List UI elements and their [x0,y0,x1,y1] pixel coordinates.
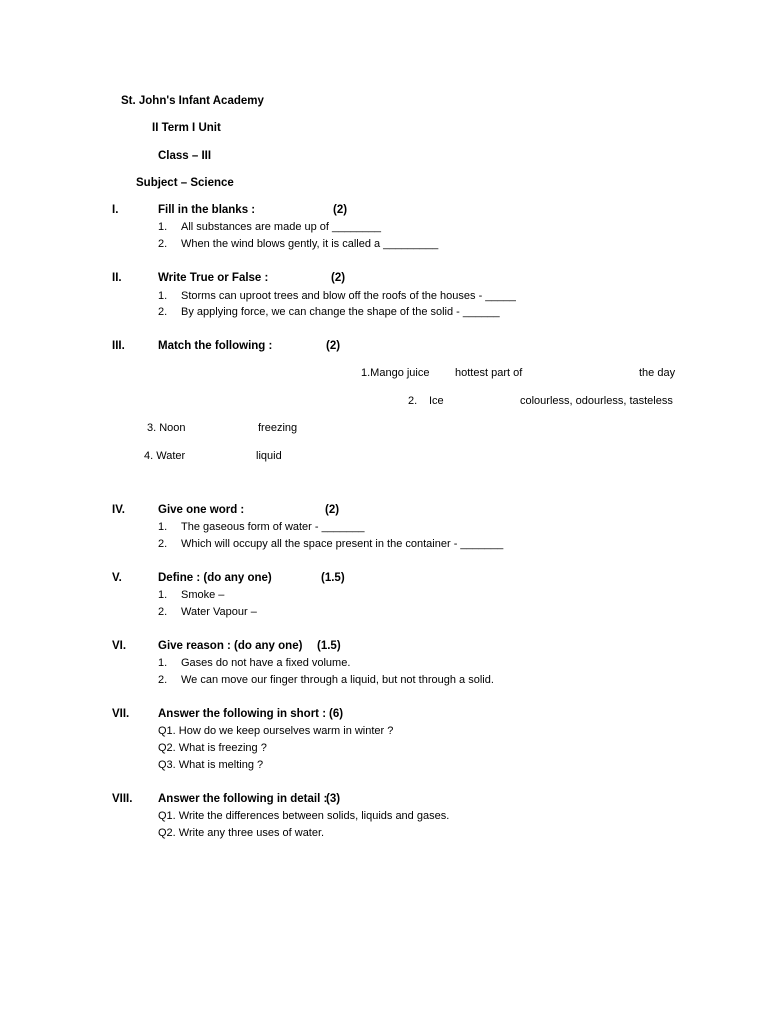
section-8-title: Answer the following in detail : [158,793,328,805]
section-7-question-2: Q2. What is freezing ? [158,742,267,754]
section-1-item-2-number: 2. [158,238,168,250]
section-4-marks: (2) [325,504,340,516]
section-8-number: VIII. [112,793,133,805]
section-8-question-2: Q2. Write any three uses of water. [158,827,325,839]
section-3-title: Match the following : [158,340,273,352]
section-6-item-1-number: 1. [158,657,168,669]
section-4-title: Give one word : [158,504,245,516]
section-1-item-1-number: 1. [158,221,168,233]
section-1-item-1-text: All substances are made up of ________ [181,221,381,233]
match-row-1-right: hottest part of [455,367,523,379]
section-1-title: Fill in the blanks : [158,204,256,216]
section-1-marks: (2) [333,204,348,216]
section-6-title: Give reason : (do any one) [158,640,303,652]
class-label: Class – III [158,150,212,162]
section-8-marks: (3) [326,793,341,805]
section-6-item-1-text: Gases do not have a fixed volume. [181,657,351,669]
match-row-2-left: Ice [429,395,444,407]
section-2-marks: (2) [331,272,346,284]
section-4-item-1-text: The gaseous form of water - _______ [181,521,365,533]
section-4-item-2-text: Which will occupy all the space present in the container - _______ [181,538,504,550]
match-row-3-right: freezing [258,422,298,434]
section-7-question-3: Q3. What is melting ? [158,759,264,771]
section-2-number: II. [112,272,122,284]
section-5-number: V. [112,572,122,584]
section-2-item-1-text: Storms can uproot trees and blow off the roofs of the houses - _____ [181,290,516,302]
section-7-title: Answer the following in short : [158,708,327,720]
section-2-title: Write True or False : [158,272,269,284]
section-5-marks: (1.5) [321,572,345,584]
section-5-title: Define : (do any one) [158,572,272,584]
match-row-4-right: liquid [256,450,282,462]
section-4-number: IV. [112,504,126,516]
term-label: II Term I Unit [152,122,221,134]
match-row-2-right: colourless, odourless, tasteless [520,395,673,407]
section-3-marks: (2) [326,340,341,352]
section-2-item-2-number: 2. [158,306,168,318]
section-6-item-2-text: We can move our finger through a liquid, but not through a solid. [181,674,494,686]
section-1-number: I. [112,204,119,216]
match-row-1-right-continued: the day [639,367,676,379]
section-1-item-2-text: When the wind blows gently, it is called a _________ [181,238,439,250]
section-7-number: VII. [112,708,130,720]
section-5-item-1-number: 1. [158,589,168,601]
section-6-number: VI. [112,640,127,652]
school-name: St. John's Infant Academy [121,95,264,107]
section-2-item-1-number: 1. [158,290,168,302]
section-5-item-1-text: Smoke – [181,589,225,601]
section-3-number: III. [112,340,125,352]
subject-label: Subject – Science [136,177,234,189]
section-7-marks: (6) [329,708,344,720]
match-row-4-left: 4. Water [144,450,186,462]
match-row-1-left: 1.Mango juice [361,367,430,379]
section-4-item-1-number: 1. [158,521,168,533]
section-5-item-2-number: 2. [158,606,168,618]
section-8-question-1: Q1. Write the differences between solids, liquids and gases. [158,810,450,822]
section-5-item-2-text: Water Vapour – [181,606,257,618]
section-2-item-2-text: By applying force, we can change the shape of the solid - ______ [181,306,500,318]
match-row-2-number: 2. [408,395,418,407]
section-4-item-2-number: 2. [158,538,168,550]
section-6-item-2-number: 2. [158,674,168,686]
section-7-question-1: Q1. How do we keep ourselves warm in winter ? [158,725,394,737]
match-row-3-left: 3. Noon [147,422,186,434]
section-6-marks: (1.5) [317,640,341,652]
